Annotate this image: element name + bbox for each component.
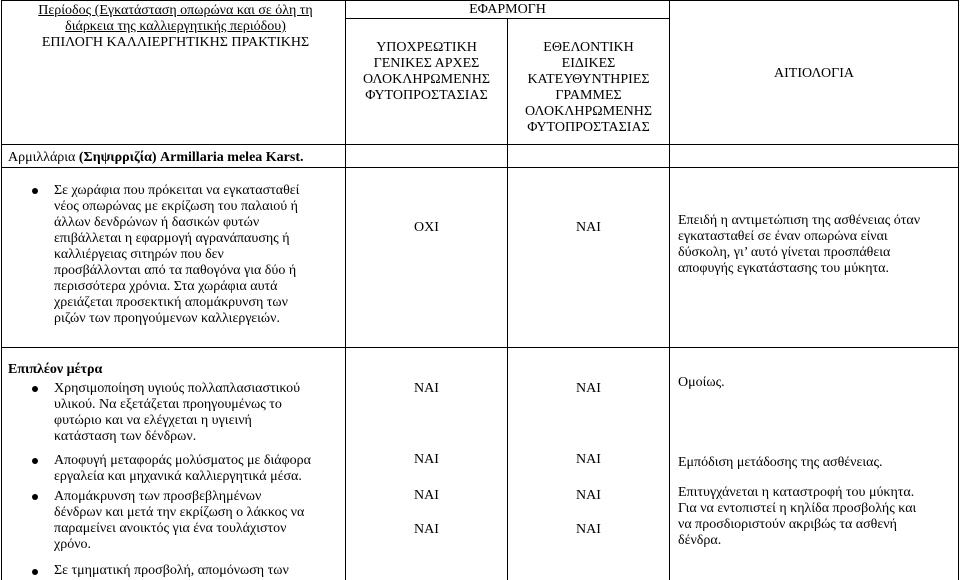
table-left-border [1, 0, 2, 580]
practice-line: προσβάλλονται από τα παθογόνα για δύο ή [54, 263, 297, 278]
practice-line: νέος οπωρώνας με εκρίζωση του παλαιού ή [54, 199, 298, 214]
period-line-2: διάρκεια της καλλιεργητικής περιόδου) [65, 19, 286, 34]
measure-line: Χρησιμοποίηση υγιούς πολλαπλασιαστικού [54, 381, 301, 396]
mandatory-value: ΝΑΙ [414, 381, 439, 396]
col-divider-3 [669, 0, 670, 580]
disease-title [8, 150, 343, 166]
optional-value: ΝΑΙ [576, 220, 601, 235]
mandatory-heading-line: ΓΕΝΙΚΕΣ ΑΡΧΕΣ [373, 56, 480, 71]
measure-item [54, 453, 336, 485]
optional-column-heading [508, 40, 669, 136]
justification-line: δένδρα. [678, 533, 722, 548]
justification-line: Για να εντοπιστεί η κηλίδα προσβολής και [678, 501, 917, 516]
measure-line: κατάσταση των δένδρων. [54, 429, 197, 444]
measure-line: υλικού. Να εξετάζεται προηγουμένως το [54, 397, 282, 412]
mandatory-value: ΝΑΙ [414, 488, 439, 503]
bullet-icon [32, 569, 38, 575]
measure-line: Σε τμηματική προσβολή, απομόνωση των [54, 563, 289, 578]
application-heading: ΕΦΑΡΜΟΓΗ [469, 2, 546, 17]
justification-line: Επειδή η αντιμετώπιση της ασθένειας όταν [678, 213, 921, 228]
measure-item [54, 563, 336, 579]
bullet-icon [32, 188, 38, 194]
disease-scientific-name: (Σηψιρριζία) Armillaria melea Karst. [78, 150, 304, 165]
optional-heading-line: ΚΑΤΕΥΘΥΝΤΗΡΙΕΣ [527, 72, 650, 87]
practice-line: καλλιέργειας σιτηρών που δεν [54, 247, 224, 262]
practice-line: ριζών των προηγούμενων καλλιεργειών. [54, 311, 280, 326]
practice-line: Σε χωράφια που πρόκειται να εγκατασταθεί [54, 183, 300, 198]
justification-column-heading: ΑΙΤΙΟΛΟΓΙΑ [774, 66, 854, 81]
optional-value: ΝΑΙ [576, 452, 601, 467]
practice-line: περισσότερα χρόνια. Στα χωράφια αυτά [54, 279, 278, 294]
measure-item [54, 381, 336, 445]
justification-text [678, 485, 950, 549]
section-title-divider [1, 167, 959, 168]
justification-text [678, 455, 950, 471]
measure-line: εργαλεία και μηχανικά καλλιεργητικά μέσα. [54, 469, 302, 484]
mandatory-heading-line: ΟΛΟΚΛΗΡΩΜΕΝΗΣ [362, 72, 491, 87]
justification-line: Ομοίως. [678, 375, 725, 390]
optional-heading-line: ΓΡΑΜΜΕΣ [555, 88, 622, 103]
period-line-1: Περίοδος (Εγκατάσταση οπωρώνα και σε όλη τη [38, 3, 313, 18]
mandatory-heading-line: ΥΠΟΧΡΕΩΤΙΚΗ [376, 40, 477, 55]
optional-heading-line: ΦΥΤΟΠΡΟΣΤΑΣΙΑΣ [527, 120, 650, 135]
measure-line: Απομάκρυνση των προσβεβλημένων [54, 489, 262, 504]
practice-line: άλλων δενδρώνων ή δασικών φυτών [54, 215, 260, 230]
justification-text [678, 375, 950, 391]
justification-line: δύσκολη, γι’ αυτό γίνεται προσπάθεια [678, 245, 891, 260]
mandatory-value: ΝΑΙ [414, 452, 439, 467]
extra-measures-heading: Επιπλέον μέτρα [8, 362, 103, 377]
measure-line: Αποφυγή μεταφοράς μολύσματος με διάφορα [54, 453, 312, 468]
row-divider [1, 347, 959, 348]
mandatory-value: ΝΑΙ [414, 522, 439, 537]
measure-line: παραμείνει ανοικτός για ένα τουλάχιστον [54, 521, 287, 536]
measure-item [54, 489, 336, 553]
measure-line: δένδρων και μετά την εκρίζωση ο λάκκος να [54, 505, 305, 520]
practice-line: επιβάλλεται η εφαρμογή αγρανάπαυσης ή [54, 231, 290, 246]
justification-line: να προσδιοριστούν ακριβώς τα ασθενή [678, 517, 897, 532]
period-heading [8, 3, 343, 51]
mandatory-value: ΟΧΙ [414, 220, 439, 235]
mandatory-column-heading [346, 40, 507, 104]
optional-value: ΝΑΙ [576, 488, 601, 503]
table-top-border [1, 0, 959, 1]
fallow-practice-text [54, 183, 336, 327]
bullet-icon [32, 386, 38, 392]
optional-value: ΝΑΙ [576, 381, 601, 396]
justification-line: Εμπόδιση μετάδοσης της ασθένειας. [678, 455, 883, 470]
measure-line: φυτώριο και να ελέγχεται η υγιεινή [54, 413, 252, 428]
mandatory-heading-line: ΦΥΤΟΠΡΟΣΤΑΣΙΑΣ [365, 88, 488, 103]
header-bottom-border [1, 144, 959, 145]
bullet-icon [32, 494, 38, 500]
bullet-icon [32, 458, 38, 464]
optional-value: ΝΑΙ [576, 522, 601, 537]
justification-line: αποφυγής εγκατάστασης του μύκητα. [678, 261, 890, 276]
practice-choice-heading: ΕΠΙΛΟΓΗ ΚΑΛΛΙΕΡΓΗΤΙΚΗΣ ΠΡΑΚΤΙΚΗΣ [41, 35, 310, 50]
practice-line: χρειάζεται προσεκτική απομάκρυνση των [54, 295, 288, 310]
justification-line: Επιτυγχάνεται η καταστροφή του μύκητα. [678, 485, 915, 500]
optional-heading-line: ΟΛΟΚΛΗΡΩΜΕΝΗΣ [524, 104, 653, 119]
disease-name: Αρμιλλάρια [8, 150, 79, 165]
justification-text [678, 213, 950, 277]
justification-line: εγκατασταθεί σε έναν οπωρώνα είναι [678, 229, 888, 244]
measure-line: χρόνο. [54, 537, 92, 552]
optional-heading-line: ΕΙΔΙΚΕΣ [561, 56, 616, 71]
table-right-border [958, 0, 959, 580]
optional-heading-line: ΕΘΕΛΟΝΤΙΚΗ [543, 40, 634, 55]
